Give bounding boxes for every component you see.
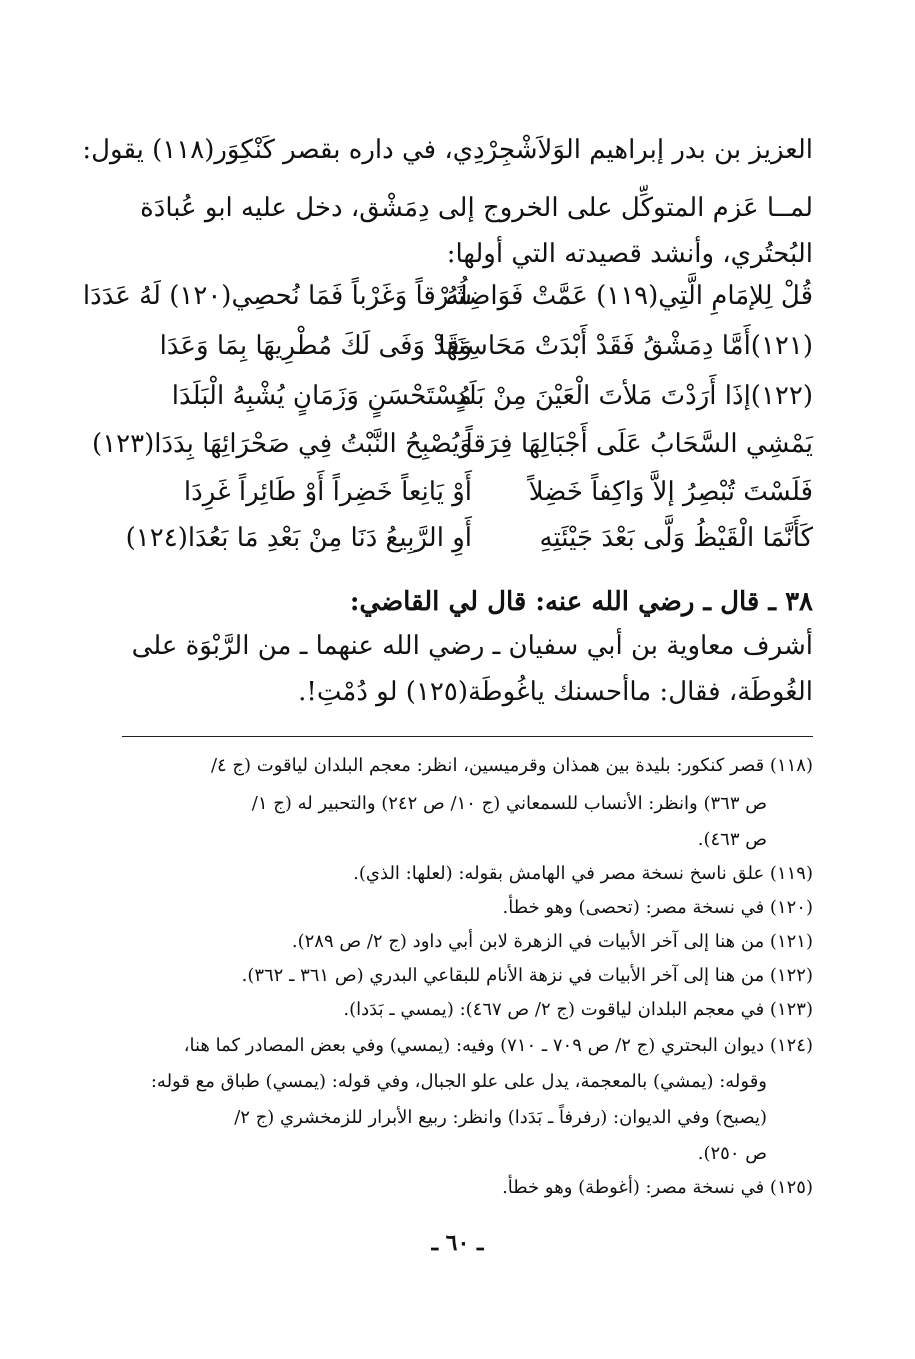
body-line-3: البُحتُري، وأنشد قصيدته التي أولها: (446, 239, 813, 269)
footnote-line: (١٢٢) من هنا إلى آخر الأبيات في نزهة الأنام للبقاعي البدري (ص ٣٦١ ـ ٣٦٢). (241, 965, 813, 986)
verse-second-hemistich: مُسْتَحْسَنٍ وَزَمَانٍ يُشْبِهُ الْبَلَدَا (171, 381, 472, 411)
verse-second-hemistich: أَوْ يَانِعاً خَضِراً أَوْ طَائِراً غَرِدَا (183, 477, 472, 507)
section-line-2: الغُوطَة، فقال: ماأحسنك ياغُوطَة(١٢٥) لو دُمْتِ!. (298, 677, 813, 707)
verse-first-hemistich: قُلْ لِلإمَامِ الَّتِي(١١٩) عَمَّتْ فَوَاضِلُهُ (445, 281, 813, 311)
verse-first-hemistich: فَلَسْتَ تُبْصِرُ إلاَّ وَاكِفاً خَضِلاً (528, 477, 813, 507)
footnote-line: (١١٨) قصر كنكور: بليدة بين همذان وقرميسين، انظر: معجم البلدان لياقوت (ج ٤/ (210, 755, 813, 776)
poem-verse (122, 468, 813, 516)
verse-second-hemistich: أَوِ الرَّبِيعُ دَنَا مِنْ بَعْدِ مَا بَعُدَا(١٢٤) (125, 523, 472, 553)
poem-verse (92, 420, 813, 468)
footnote-line: ص ٣٦٣) وانظر: الأنساب للسمعاني (ج ١٠/ ص ٢٤٢) والتحبير له (ج ١/ (251, 793, 767, 814)
poem-verse (122, 322, 813, 370)
section-heading: ٣٨ ـ قال ـ رضي الله عنه: قال لي القاضي: (349, 587, 813, 617)
page-number: ـ ٦٠ ـ (431, 1230, 484, 1256)
verse-second-hemistich: شَرْقاً وَغَرْباً فَمَا نُحصِي(١٢٠) لَهُ عَدَدَا (82, 281, 472, 311)
footnote-line: ص ٤٦٣). (697, 829, 767, 850)
footnote-line: (يصبح) وفي الديوان: (رفرفاً ـ بَدَدا) وانظر: ربيع الأبرار للزمخشري (ج ٢/ (234, 1107, 767, 1128)
verse-first-hemistich: (١٢٢)إذَا أَرَدْتَ مَلأتَ الْعَيْنَ مِنْ بَلَدٍ (455, 381, 813, 411)
verse-first-hemistich: يَمْشِي السَّحَابُ عَلَى أَجْبَالِهَا فِرَقاً (465, 429, 813, 459)
footnote-line: (١٢٣) في معجم البلدان لياقوت (ج ٢/ ص ٤٦٧): (يمسي ـ بَدَدا). (343, 999, 813, 1020)
verse-second-hemistich: وَقَدْ وَفَى لَكَ مُطْرِيهَا بِمَا وَعَدَا (159, 331, 472, 361)
footnote-line: ص ٢٥٠). (697, 1143, 767, 1164)
footnote-line: (١٢٠) في نسخة مصر: (تحصى) وهو خطأ. (502, 897, 813, 918)
poem-verse (122, 514, 813, 562)
section-line-1: أشرف معاوية بن أبي سفيان ـ رضي الله عنهما ـ من الرَّبْوَة على (131, 631, 813, 661)
body-line-1: العزيز بن بدر إبراهيم الوَلاَشْجِرْدِي، في داره بقصر كَنْكِوَر(١١٨) يقول: (82, 135, 813, 165)
footnote-line: (١٢٥) في نسخة مصر: (أغوطة) وهو خطأ. (502, 1177, 813, 1198)
body-line-2: لمــا عَزم المتوكِّل على الخروج إلى دِمَشْق، دخل عليه ابو عُبادَة (140, 193, 813, 223)
footnote-line: (١٢٤) ديوان البحتري (ج ٢/ ص ٧٠٩ ـ ٧١٠) وفيه: (يمسي) وفي بعض المصادر كما هنا، (183, 1035, 813, 1056)
footnote-divider (122, 736, 813, 737)
footnote-line: وقوله: (يمشي) بالمعجمة، يدل على علو الجبال، وفي قوله: (يمسي) طباق مع قوله: (150, 1071, 767, 1092)
poem-verse (122, 372, 813, 420)
footnote-line: (١٢١) من هنا إلى آخر الأبيات في الزهرة لابن أبي داود (ج ٢/ ص ٢٨٩). (291, 931, 813, 952)
footnote-line: (١١٩) علق ناسخ نسخة مصر في الهامش بقوله: (لعلها: الذي). (353, 863, 813, 884)
verse-second-hemistich: وَيُصْبِحُ النَّبْتُ فِي صَحْرَائِهَا بِدَدَا(١٢٣) (92, 429, 472, 459)
poem-verse (82, 272, 813, 320)
verse-first-hemistich: (١٢١)أَمَّا دِمَشْقُ فَقَدْ أَبْدَتْ مَحَاسِنَهَا (438, 331, 813, 361)
verse-first-hemistich: كَأَنَّمَا الْقَيْظُ وَلَّى بَعْدَ جَيْئَتِهِ (539, 523, 813, 553)
